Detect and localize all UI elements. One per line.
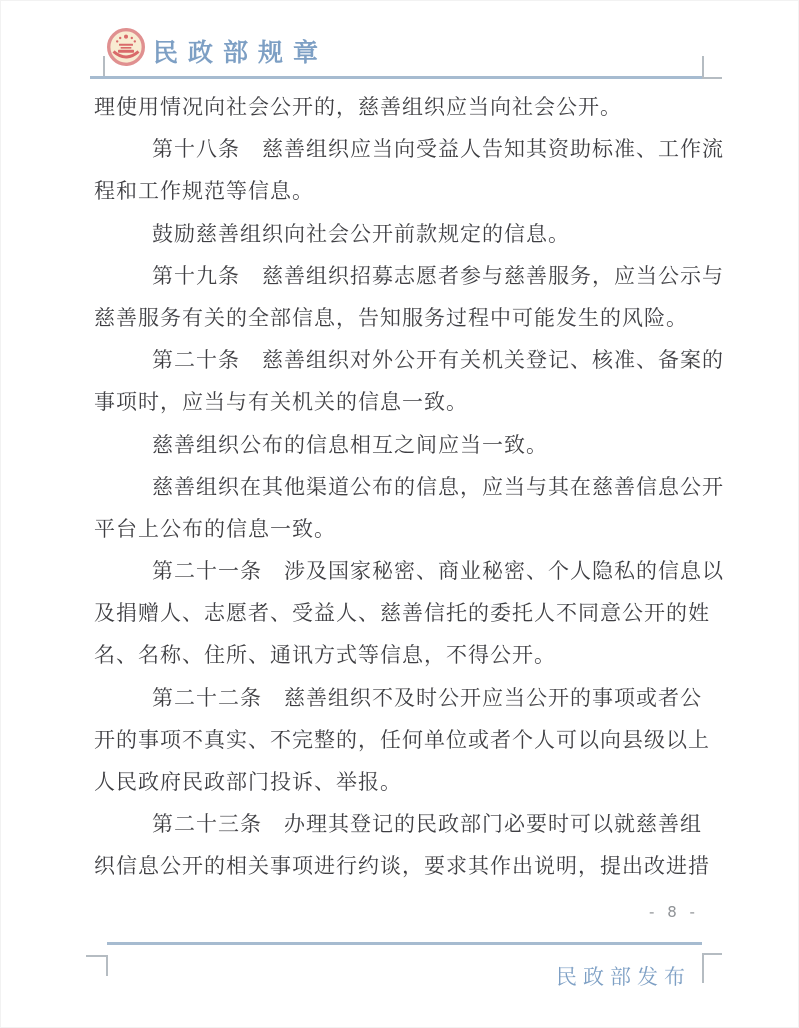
text-line: 慈善服务有关的全部信息，告知服务过程中可能发生的风险。 xyxy=(94,305,688,330)
text-line: 程和工作规范等信息。 xyxy=(94,179,314,204)
corner-mark-bottom-right xyxy=(702,953,704,983)
text-line: 第二十一条 涉及国家秘密、商业秘密、个人隐私的信息以 xyxy=(152,559,724,584)
header-rule xyxy=(90,76,703,79)
text-line: 人民政府民政部门投诉、举报。 xyxy=(94,770,402,794)
corner-mark-bottom-left xyxy=(106,955,108,976)
text-line: 名、名称、住所、通讯方式等信息，不得公开。 xyxy=(94,643,556,668)
page-number: - 8 - xyxy=(649,903,699,921)
corner-mark-bottom-right xyxy=(702,953,722,955)
corner-mark-top-right xyxy=(702,56,704,77)
publisher-label: 民政部发布 xyxy=(556,965,691,989)
text-line: 慈善组织在其他渠道公布的信息，应当与其在慈善信息公开 xyxy=(152,474,724,499)
page-title: 民政部规章 xyxy=(153,38,329,67)
text-line: 及捐赠人、志愿者、受益人、慈善信托的委托人不同意公开的姓 xyxy=(94,601,710,626)
text-line: 事项时，应当与有关机关的信息一致。 xyxy=(94,390,468,415)
text-line: 第十九条 慈善组织招募志愿者参与慈善服务，应当公示与 xyxy=(152,263,724,288)
text-line: 理使用情况向社会公开的，慈善组织应当向社会公开。 xyxy=(94,95,622,119)
text-line: 第二十条 慈善组织对外公开有关机关登记、核准、备案的 xyxy=(152,348,724,373)
text-line: 鼓励慈善组织向社会公开前款规定的信息。 xyxy=(152,221,570,246)
text-line: 第二十二条 慈善组织不及时公开应当公开的事项或者公 xyxy=(152,685,702,710)
text-line: 第十八条 慈善组织应当向受益人告知其资助标准、工作流 xyxy=(152,137,724,162)
document-body xyxy=(94,86,724,888)
text-line: 慈善组织公布的信息相互之间应当一致。 xyxy=(152,432,548,457)
text-line: 开的事项不真实、不完整的，任何单位或者个人可以向县级以上 xyxy=(94,727,710,752)
corner-mark-bottom-left xyxy=(86,955,107,957)
corner-mark-top-left xyxy=(103,56,105,76)
text-line: 第二十三条 办理其登记的民政部门必要时可以就慈善组 xyxy=(152,812,702,837)
corner-mark-top-right xyxy=(702,77,722,79)
text-line: 织信息公开的相关事项进行约谈，要求其作出说明，提出改进措 xyxy=(94,854,710,879)
footer-rule xyxy=(107,942,702,945)
text-line: 平台上公布的信息一致。 xyxy=(94,516,336,541)
china-national-emblem-icon xyxy=(106,27,146,67)
